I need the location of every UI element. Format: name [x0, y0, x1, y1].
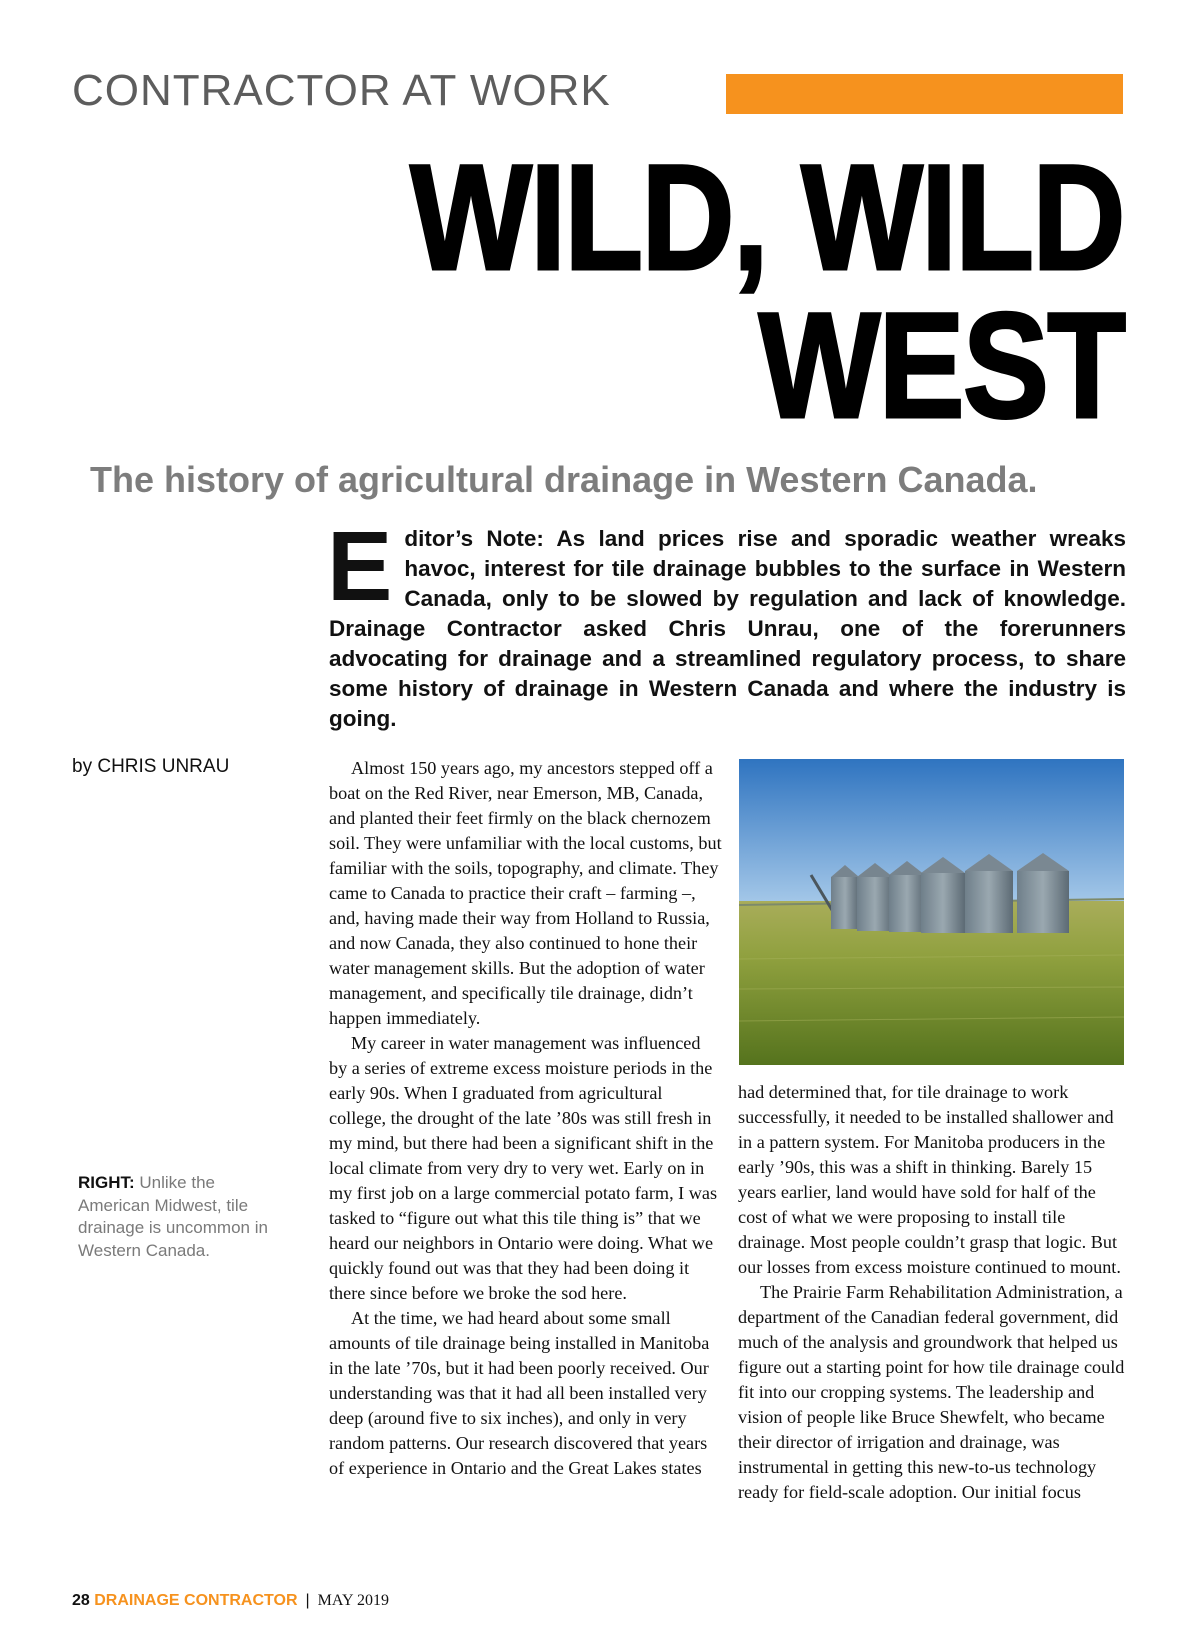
- page-number: 28: [72, 1592, 90, 1609]
- body-paragraph: had determined that, for tile drainage to work successfully, it needed to be installed shallower and in a pattern system. For Manitoba producers in the early ’90s, this was a shift in thinking. Barely 15 years earlier, land would have sold for half of the cost of what we were proposing to install tile drainage. Most people couldn’t grasp that logic. But our losses from excess moisture continued to mount.: [738, 1082, 1121, 1277]
- headline-line-2: WEST: [758, 281, 1124, 449]
- editors-note-text: ditor’s Note: As land prices rise and sporadic weather wreaks havoc, interest for tile drainage bubbles to the surface in Western Canada, only to be slowed by regulation and lack of knowledge. Drainage Contractor asked Chris Unrau, one of the forerunners advocating for drainage and a streamlined regulatory process, to share some history of drainage in Western Canada and where the industry is going.: [329, 526, 1126, 731]
- editors-note: [327, 511, 1126, 734]
- accent-bar: [726, 74, 1123, 114]
- body-column-2: [738, 1080, 1126, 1505]
- body-paragraph: Almost 150 years ago, my ancestors stepped off a boat on the Red River, near Emerson, MB, Canada, and planted their feet firmly on the black chernozem soil. They were unfamiliar with the local customs, but familiar with the soils, topography, and climate. They came to Canada to practice their craft – farming –, and, having made their way from Holland to Russia, and now Canada, they also continued to hone their water management skills. But the adoption of water management, and specifically tile drainage, didn’t happen immediately.: [329, 758, 722, 1028]
- publication-name: DRAINAGE CONTRACTOR: [94, 1592, 298, 1609]
- subtitle: The history of agricultural drainage in Western Canada.: [90, 459, 1038, 500]
- grain-bins-photo: [739, 759, 1124, 1065]
- body-paragraph: At the time, we had heard about some small amounts of tile drainage being installed in Manitoba in the late ’70s, but it had been poorly received. Our understanding was that it had all been installed very deep (around five to six inches), and only in very random patterns. Our research discovered that years of experience in Ontario and the Great Lakes states: [329, 1308, 710, 1478]
- body-column-1: [329, 756, 723, 1481]
- issue-date: MAY 2019: [317, 1592, 389, 1609]
- photo-caption: [78, 1172, 288, 1262]
- caption-label: RIGHT:: [78, 1173, 135, 1192]
- page-footer: [72, 1591, 389, 1611]
- body-paragraph: The Prairie Farm Rehabilitation Administration, a department of the Canadian federal government, did much of the analysis and groundwork that helped us figure out a starting point for how tile drainage could fit into our cropping systems. The leadership and vision of people like Bruce Shewfelt, who became their director of irrigation and drainage, was instrumental in getting this new-to-us technology ready for field-scale adoption. Our initial focus: [738, 1282, 1125, 1502]
- byline: by CHRIS UNRAU: [72, 756, 230, 777]
- section-label: CONTRACTOR AT WORK: [72, 66, 611, 115]
- headline-line-1: WILD, WILD: [410, 133, 1124, 301]
- body-paragraph: My career in water management was influenced by a series of extreme excess moisture periods in the early 90s. When I graduated from agricultural college, the drought of the late ’80s was still fresh in my mind, but there had been a significant shift in the local climate from very dry to very wet. Early on in my first job on a large commercial potato farm, I was tasked to “figure out what this tile thing is” that we heard our neighbors in Ontario were doing. What we quickly found out was that they had been doing it there since before we broke the sod here.: [329, 1033, 718, 1303]
- footer-separator: |: [305, 1592, 310, 1609]
- drop-cap: E: [327, 511, 393, 621]
- caption-text: Unlike the American Midwest, tile drainage is uncommon in Western Canada.: [78, 1173, 268, 1260]
